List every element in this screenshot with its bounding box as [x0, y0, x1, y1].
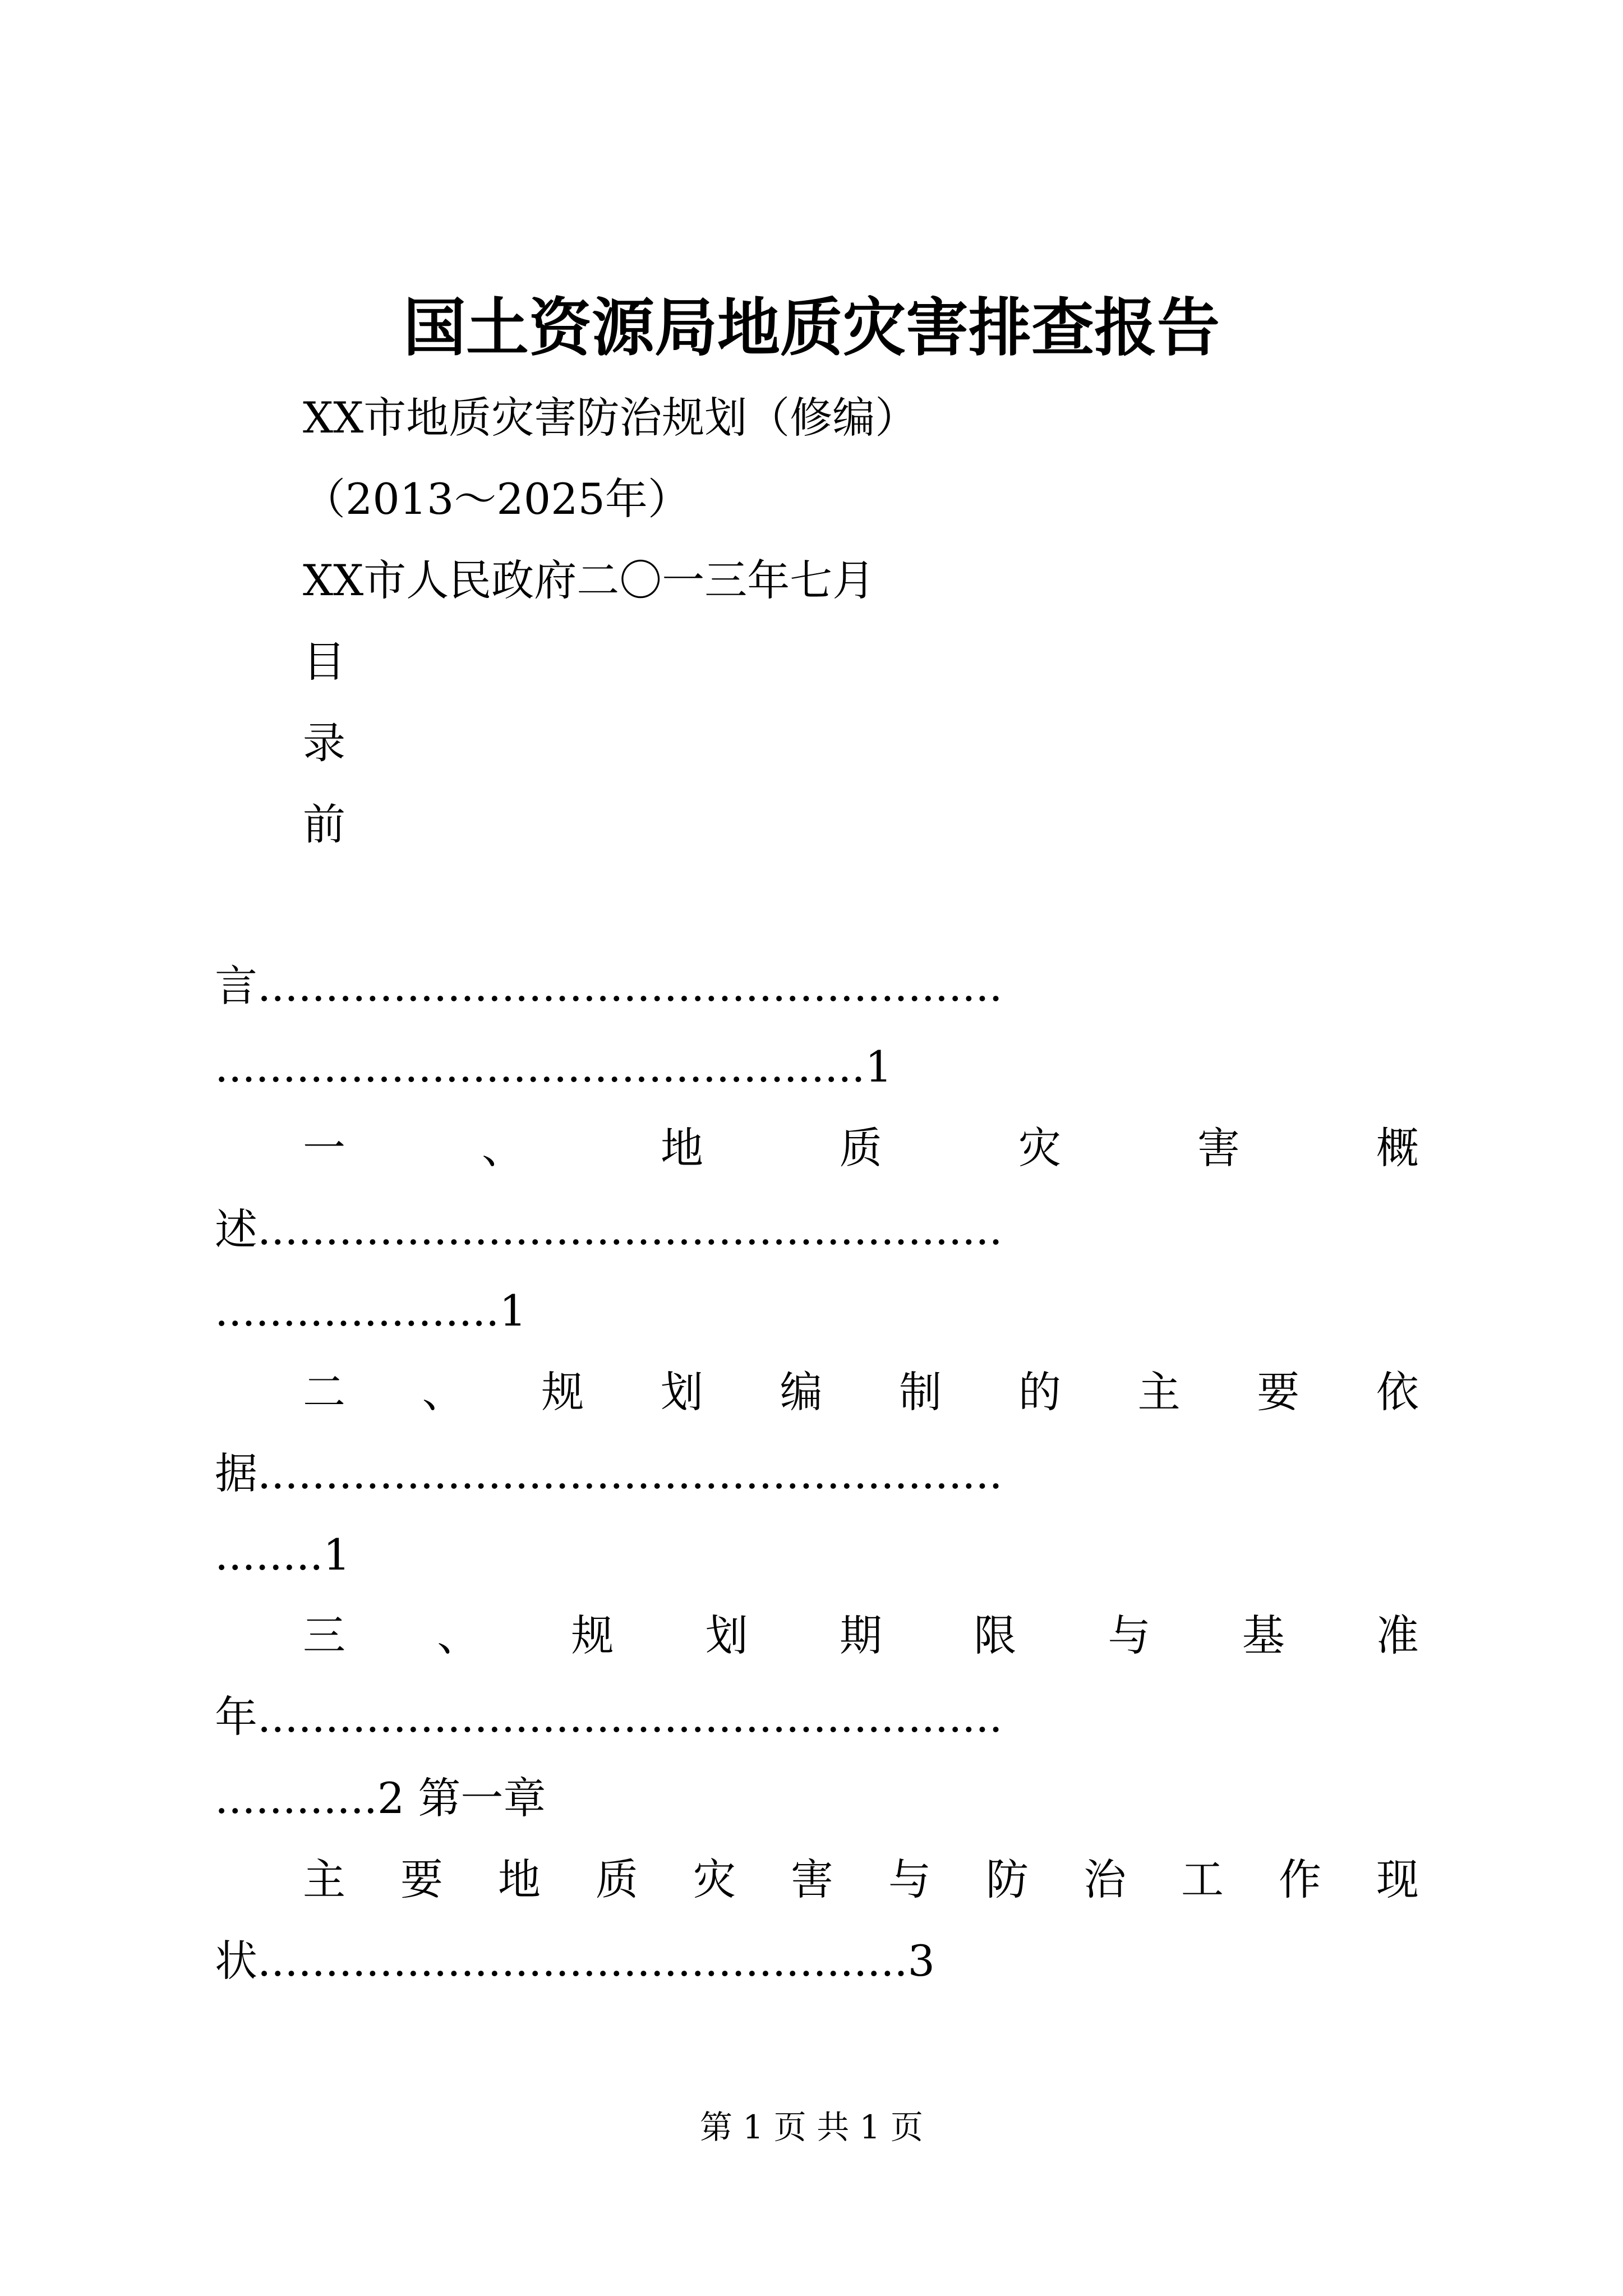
toc-char: 划	[705, 1611, 748, 1660]
toc-chapter1-row-1: 状................................................3	[215, 1936, 935, 1986]
toc-preface-first-char: 前	[303, 799, 345, 849]
toc-heading-mu: 目	[303, 637, 345, 687]
toc-item3-spread	[303, 1608, 1419, 1664]
toc-char: 、	[482, 1123, 524, 1173]
toc-char: 基	[1242, 1611, 1285, 1660]
toc-item1-row-1: 述.......................................................	[215, 1204, 1003, 1254]
toc-item3-row-2: ............2 第一章	[215, 1773, 546, 1823]
page-footer: 第 1 页 共 1 页	[700, 2108, 923, 2146]
document-title: 国土资源局地质灾害排查报告	[403, 291, 1220, 365]
toc-item1-spread	[303, 1120, 1419, 1176]
toc-char: 治	[1083, 1855, 1126, 1904]
toc-char: 害	[791, 1855, 833, 1904]
toc-char: 、	[422, 1367, 465, 1417]
toc-char: 地	[661, 1123, 703, 1173]
toc-char: 防	[986, 1855, 1029, 1904]
toc-char: 二	[303, 1367, 345, 1417]
toc-chapter1-spread	[303, 1852, 1419, 1908]
toc-char: 质	[840, 1123, 882, 1173]
toc-item2-row-1: 据.......................................................	[215, 1448, 1003, 1498]
toc-char: 概	[1376, 1123, 1419, 1173]
toc-char: 现	[1376, 1855, 1419, 1904]
toc-preface-row-2: ................................................1	[215, 1042, 892, 1092]
toc-char: 工	[1181, 1855, 1224, 1904]
toc-char: 与	[888, 1855, 931, 1904]
toc-char: 质	[596, 1855, 638, 1904]
toc-char: 规	[571, 1611, 614, 1660]
toc-char: 灾	[693, 1855, 736, 1904]
toc-char: 规	[541, 1367, 584, 1417]
toc-char: 期	[840, 1611, 882, 1660]
toc-char: 一	[303, 1123, 345, 1173]
toc-char: 限	[974, 1611, 1017, 1660]
toc-char: 要	[1257, 1367, 1300, 1417]
toc-char: 主	[1137, 1367, 1181, 1417]
plan-period-line: （2013～2025年）	[303, 474, 690, 524]
toc-char: 与	[1108, 1611, 1151, 1660]
toc-char: 主	[303, 1855, 345, 1904]
toc-char: 害	[1197, 1123, 1240, 1173]
toc-preface-row-1: 言.......................................................	[215, 961, 1003, 1011]
toc-item2-row-2: ........1	[215, 1530, 351, 1580]
plan-title-line: XX市地质灾害防治规划（修编）	[303, 393, 918, 443]
toc-char: 制	[899, 1367, 942, 1417]
toc-item3-row-1: 年.......................................................	[215, 1692, 1003, 1742]
toc-char: 编	[780, 1367, 823, 1417]
toc-char: 灾	[1018, 1123, 1061, 1173]
toc-char: 、	[437, 1611, 480, 1660]
toc-heading-lu: 录	[303, 718, 345, 768]
toc-char: 三	[303, 1611, 345, 1660]
toc-char: 准	[1376, 1611, 1419, 1660]
toc-item1-row-2: .....................1	[215, 1286, 527, 1336]
toc-char: 依	[1376, 1367, 1419, 1417]
toc-item2-spread	[303, 1364, 1419, 1420]
toc-char: 划	[660, 1367, 703, 1417]
issuer-date-line: XX市人民政府二〇一三年七月	[303, 555, 875, 605]
toc-char: 作	[1279, 1855, 1321, 1904]
toc-char: 地	[498, 1855, 541, 1904]
toc-char: 的	[1018, 1367, 1061, 1417]
toc-char: 要	[400, 1855, 443, 1904]
